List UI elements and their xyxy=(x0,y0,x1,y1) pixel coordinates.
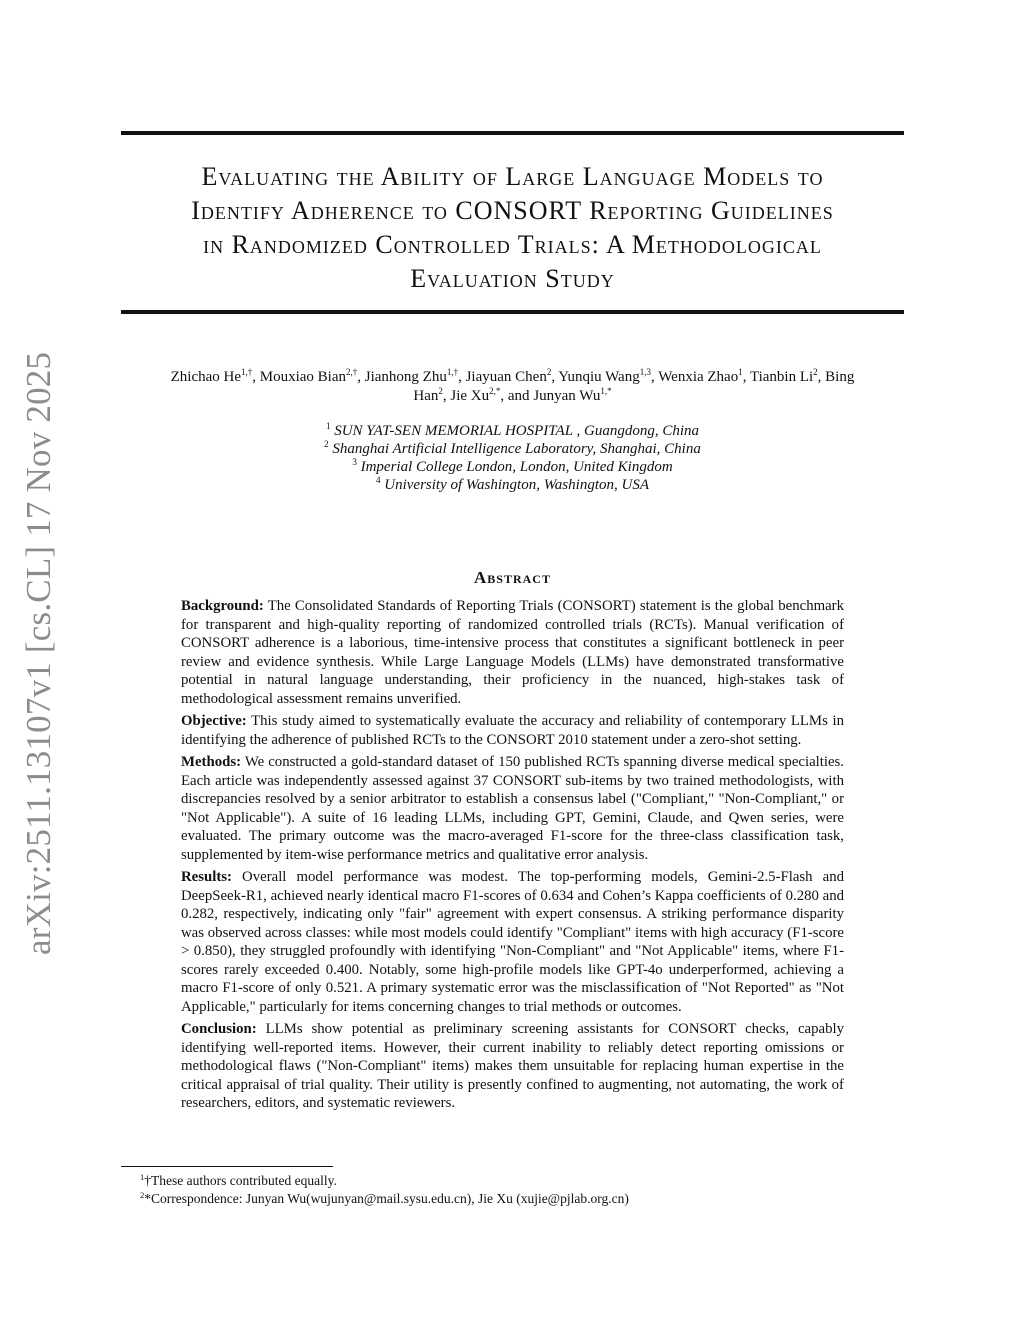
title-emphasis: CONSORT xyxy=(455,196,582,225)
footnote-item xyxy=(140,1190,900,1208)
author-sup: 2,† xyxy=(346,367,358,377)
paper-title xyxy=(115,160,910,296)
affiliation-item xyxy=(115,440,910,458)
author-name: Junyan Wu xyxy=(533,388,601,404)
section-text: Overall model performance was modest. The top-performing models, Gemini-2.5-Flash and DeepSeek-R1, achieved nearly identical macro F1-scores of 0.634 and Cohen’s Kappa coefficients of 0.280 and 0.282, respectively, indicating only "fair" agreement with expert consensus. A striking performance disparity was observed across classes: while most models could identify "Compliant" items with high accuracy (F1-score > 0.850), they struggled profoundly with identifying "Non-Compliant" and "Not Applicable" items, where F1-scores rarely exceeded 0.400. Notably, some high-profile models like GPT-4o underperformed, achieving a macro F1-score of only 0.521. A primary systematic error was the misclassification of "Not Reported" as "Not Applicable," particularly for items concerning changes to trial methods or outcomes. xyxy=(181,869,844,1015)
footnote-text: *Correspondence: Junyan Wu(wujunyan@mail.sysu.edu.cn), Jie Xu (xujie@pjlab.org.cn) xyxy=(144,1191,629,1206)
affiliation-item xyxy=(115,422,910,440)
affiliation-num: 4 xyxy=(376,475,381,485)
author-sup: 1,* xyxy=(600,386,612,396)
footnote-num: 2 xyxy=(140,1190,145,1200)
author-sup: 2 xyxy=(438,386,443,396)
footnotes xyxy=(140,1172,900,1208)
affiliation-num: 3 xyxy=(352,457,357,467)
footnote-num: 1 xyxy=(140,1172,145,1182)
footnote-item xyxy=(140,1172,900,1190)
title-rule-bottom xyxy=(121,310,904,314)
affiliation-item xyxy=(115,458,910,476)
section-label: Objective: xyxy=(181,713,247,729)
footnote-text: †These authors contributed equally. xyxy=(144,1173,337,1188)
author-sup: 1,3 xyxy=(639,367,651,377)
abstract-section-background xyxy=(181,597,844,708)
title-line-1: Evaluating the Ability of Large Language Models to xyxy=(201,162,824,191)
affiliation-text: University of Washington, Washington, USA xyxy=(384,477,649,493)
author-conjunction: , and xyxy=(500,388,534,404)
affiliation-num: 1 xyxy=(325,421,331,431)
author-line-2: Han$^2$, Jie $Xu^{2,*}$, and Junyan $Wu^{1,*}$ xyxy=(413,386,612,404)
author-line-1: Zhichao $He^{1,\dagger}$, Mouxiao Bian$^{2,\dagger}$, Jianhong Zhu$^{1,\dagger}$, Jiayuan Chen$^2$, Yunqiu Wang$^{1,3}$, Wenxia Zhao$^1$, Tianbin Li$^2$, Bing xyxy=(170,367,855,385)
abstract-section-conclusion xyxy=(181,1020,844,1113)
author-name-part: Bing xyxy=(825,369,855,385)
abstract-section-objective xyxy=(181,712,844,749)
title-line-2a: Identify Adherence to xyxy=(191,196,448,225)
section-label: Background: xyxy=(181,598,264,614)
section-text: This study aimed to systematically evaluate the accuracy and reliability of contemporary LLMs in identifying the adherence of published RCTs to the CONSORT 2010 statement under a zero-shot setting. xyxy=(181,713,845,748)
affiliation-text: Imperial College London, London, United Kingdom xyxy=(360,459,673,475)
author-name: Yunqiu Wang xyxy=(558,369,640,385)
section-text: LLMs show potential as preliminary screening assistants for CONSORT checks, capably identifying well-reported items. However, their current inability to reliably detect reporting omissions or methodological flaws ("Non-Compliant" items) makes them unsuitable for replacing human expertise in the critical appraisal of trial quality. Their utility is presently confined to augmenting, not automating, the work of researchers, editors, and systematic reviewers. xyxy=(181,1021,844,1111)
section-label: Methods: xyxy=(181,754,242,770)
section-text: The Consolidated Standards of Reporting Trials (CONSORT) statement is the global benchmark for transparent and high-quality reporting of randomized controlled trials (RCTs). Manual verification of CONSORT adherence is a laborious, time-intensive process that constitutes a significant bottleneck in peer review and evidence synthesis. While Large Language Models (LLMs) have demonstrated transformative potential in natural language understanding, their proficiency in the nuanced, high-stakes task of methodological assessment remains unverified. xyxy=(181,598,844,707)
author-sup: 1 xyxy=(738,367,743,377)
affiliation-item xyxy=(115,476,910,494)
author-name-part: Han xyxy=(413,388,439,404)
author-name: Zhichao He xyxy=(170,369,242,385)
abstract-section-results xyxy=(181,868,844,1016)
title-line-2b: Reporting Guidelines xyxy=(589,196,834,225)
title-line-2 xyxy=(115,194,910,228)
affiliation-text: SUN YAT-SEN MEMORIAL HOSPITAL , Guangdong, China xyxy=(334,423,700,439)
author-name: Mouxiao Bian xyxy=(259,369,347,385)
affiliation-text: Shanghai Artificial Intelligence Laboratory, Shanghai, China xyxy=(332,441,701,457)
abstract-section-methods xyxy=(181,753,844,864)
author-sup: 2 xyxy=(813,367,818,377)
affiliation-num: 2 xyxy=(324,439,329,449)
abstract-body xyxy=(181,597,844,1117)
affiliation-list xyxy=(115,422,910,494)
author-sup: 2 xyxy=(546,367,552,377)
author-sup: 1,† xyxy=(241,367,253,377)
section-text: We constructed a gold-standard dataset of 150 published RCTs spanning diverse medical specialties. Each article was independently assessed against 37 CONSORT sub-items by two trained methodologists, with discrepancies resolved by a senior arbitrator to establish a consensus label ("Compliant," "Non-Compliant," or "Not Applicable"). A suite of 16 leading LLMs, including GPT, Gemini, Claude, and Qwen series, were evaluated. The primary outcome was the macro-averaged F1-score for the three-class classification task, supplemented by item-wise performance metrics and qualitative error analysis. xyxy=(181,754,844,863)
author-name: Jiayuan Chen xyxy=(465,369,547,385)
title-line-3: in Randomized Controlled Trials: A Methodological xyxy=(203,230,822,259)
author-name: Wenxia Zhao xyxy=(658,369,739,385)
author-sup: 2,* xyxy=(489,386,501,396)
author-list xyxy=(115,368,910,406)
arxiv-identifier[interactable]: arXiv:2511.13107v1 [cs.CL] 17 Nov 2025 xyxy=(19,351,58,955)
abstract-heading: Abstract xyxy=(474,568,551,587)
section-label: Conclusion: xyxy=(181,1021,257,1037)
author-name: Tianbin Li xyxy=(749,369,814,385)
title-rule-top xyxy=(121,131,904,135)
footnote-rule xyxy=(121,1166,333,1167)
author-sup: 1,† xyxy=(446,367,459,377)
author-name: Jie Xu xyxy=(450,388,490,404)
section-label: Results: xyxy=(181,869,232,885)
author-name: Jianhong Zhu xyxy=(364,369,447,385)
title-line-4: Evaluation Study xyxy=(410,264,615,293)
